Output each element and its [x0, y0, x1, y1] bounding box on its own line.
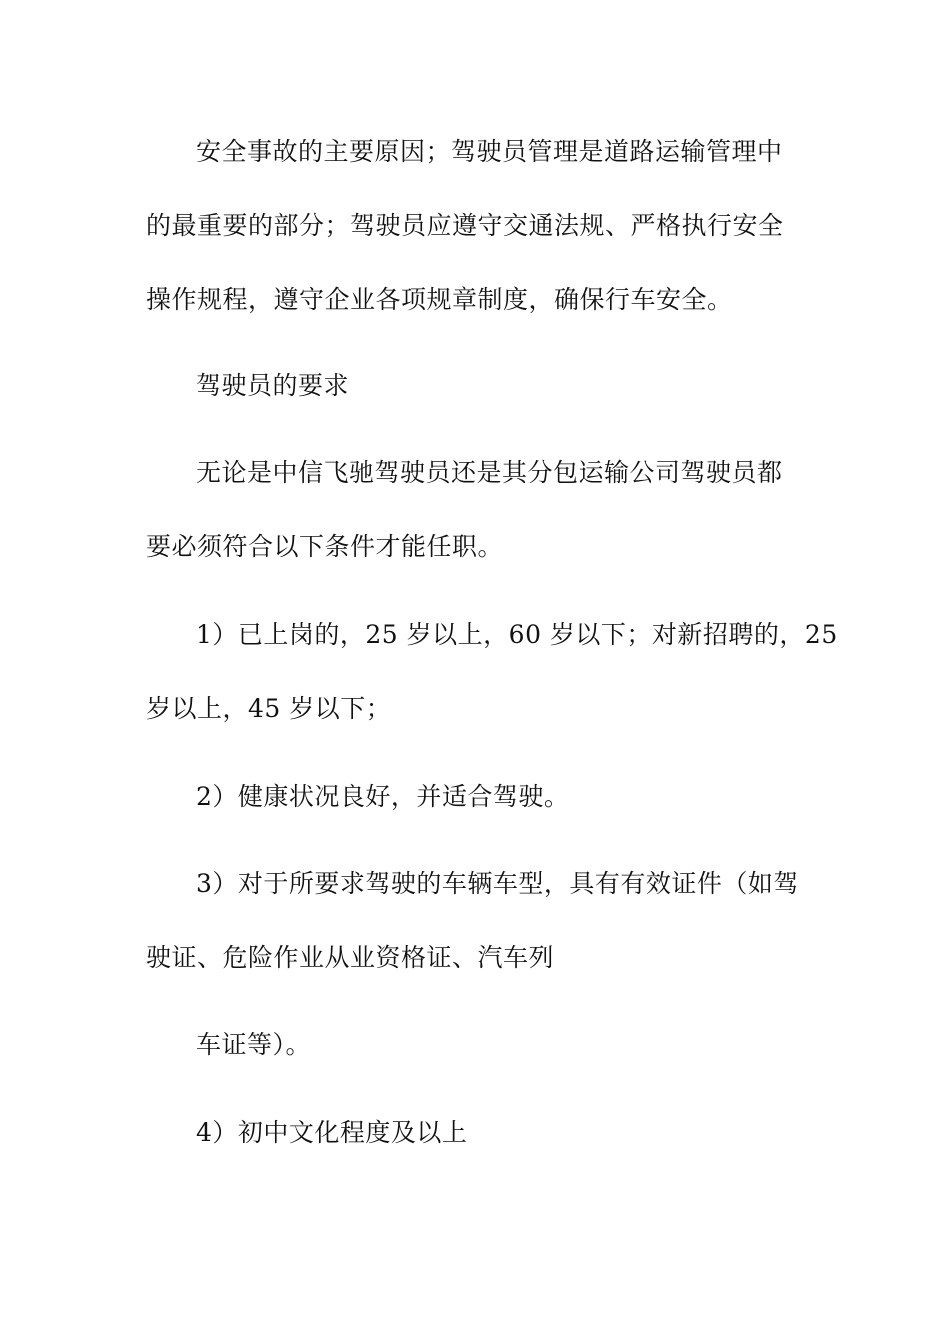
paragraph-requirements-intro-line-2: 要必须符合以下条件才能任职。	[146, 532, 504, 561]
requirement-item-3-line-3: 车证等）。	[196, 1030, 312, 1059]
paragraph-requirements-intro-line-1: 无论是中信飞驰驾驶员还是其分包运输公司驾驶员都	[196, 458, 783, 487]
requirement-item-3-line-2: 驶证、危险作业从业资格证、汽车列	[146, 943, 555, 972]
paragraph-accident-causes-line-1: 安全事故的主要原因；驾驶员管理是道路运输管理中	[196, 137, 783, 166]
requirement-item-2: 2）健康状况良好，并适合驾驶。	[196, 782, 570, 811]
requirement-item-4: 4）初中文化程度及以上	[196, 1118, 468, 1147]
paragraph-accident-causes-line-2: 的最重要的部分；驾驶员应遵守交通法规、严格执行安全	[146, 211, 784, 240]
requirement-item-1-line-1: 1）已上岗的，25 岁以上，60 岁以下；对新招聘的，25	[196, 620, 838, 649]
requirement-item-3-line-1: 3）对于所要求驾驶的车辆车型，具有有效证件（如驾	[196, 869, 799, 898]
section-heading-driver-requirements: 驾驶员的要求	[196, 371, 350, 400]
requirement-item-1-line-2: 岁以上，45 岁以下；	[146, 694, 392, 723]
paragraph-accident-causes-line-3: 操作规程，遵守企业各项规章制度，确保行车安全。	[146, 285, 733, 314]
